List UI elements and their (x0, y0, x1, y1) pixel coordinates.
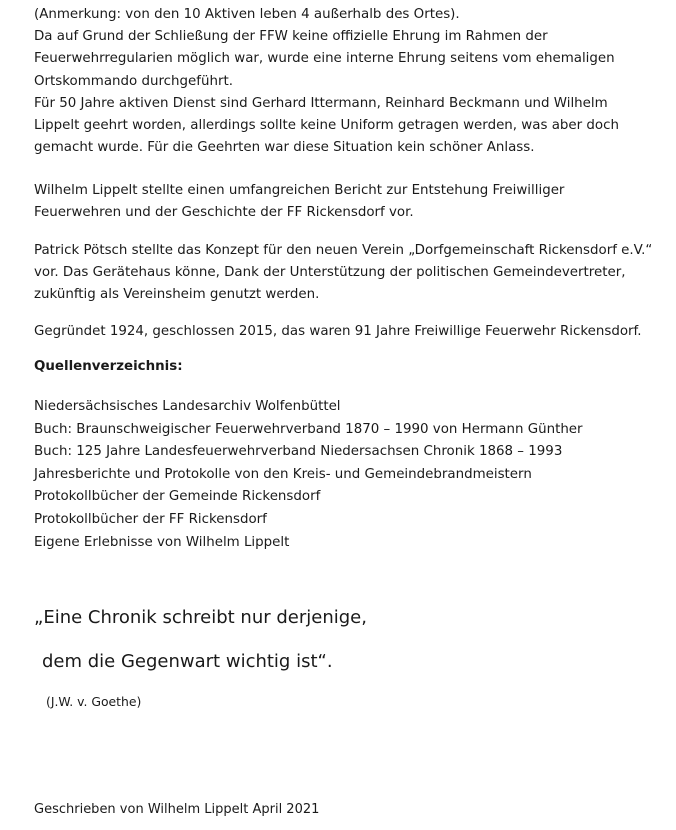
source-item: Protokollbücher der Gemeinde Rickensdorf (34, 489, 321, 505)
verein-paragraph (34, 240, 652, 307)
intro-line: Ortskommando durchgeführt. (34, 73, 233, 89)
bericht-line: Wilhelm Lippelt stellte einen umfangreichen Bericht zur Entstehung Freiwilliger (34, 183, 565, 198)
document-page (34, 0, 664, 830)
source-item: Buch: Braunschweigischer Feuerwehrverband 1870 – 1990 von Hermann Günther (34, 421, 583, 437)
quote-line: dem die Gegenwart wichtig ist“. (42, 651, 333, 672)
source-item: Buch: 125 Jahre Landesfeuerwehrverband Niedersachsen Chronik 1868 – 1993 (34, 444, 563, 460)
summary-paragraph: Gegründet 1924, geschlossen 2015, das waren 91 Jahre Freiwillige Feuerwehr Rickensdorf. (34, 324, 642, 339)
bericht-paragraph (34, 180, 564, 224)
intro-line: gemacht wurde. Für die Geehrten war diese Situation kein schöner Anlass. (34, 140, 535, 156)
intro-line: Lippelt geehrt worden, allerdings sollte keine Uniform getragen werden, was aber doch (34, 118, 619, 134)
verein-line: vor. Das Gerätehaus könne, Dank der Unterstützung der politischen Gemeindevertreter, (34, 265, 626, 281)
source-item: Protokollbücher der FF Rickensdorf (34, 511, 267, 527)
source-item: Jahresberichte und Protokolle von den Kreis- und Gemeindebrandmeistern (34, 466, 532, 482)
intro-line: Da auf Grund der Schließung der FFW keine offizielle Ehrung im Rahmen der (34, 29, 548, 45)
source-item: Niedersächsisches Landesarchiv Wolfenbüttel (34, 399, 341, 414)
verein-line: zukünftig als Vereinsheim genutzt werden. (34, 287, 320, 303)
quote-line: „Eine Chronik schreibt nur derjenige, (34, 607, 367, 628)
source-item: Eigene Erlebnisse von Wilhelm Lippelt (34, 534, 290, 550)
sources-heading: Quellenverzeichnis: (34, 359, 183, 374)
intro-paragraph (34, 4, 619, 159)
sources-list (34, 396, 583, 554)
intro-line: (Anmerkung: von den 10 Aktiven leben 4 außerhalb des Ortes). (34, 7, 460, 22)
footer-signature: Geschrieben von Wilhelm Lippelt April 2021 (34, 802, 320, 817)
quote-author: (J.W. v. Goethe) (46, 694, 142, 709)
intro-line: Für 50 Jahre aktiven Dienst sind Gerhard Ittermann, Reinhard Beckmann und Wilhelm (34, 95, 608, 111)
verein-line: Patrick Pötsch stellte das Konzept für den neuen Verein „Dorfgemeinschaft Rickensdorf e.V.“ (34, 243, 653, 258)
bericht-line: Feuerwehren und der Geschichte der FF Rickensdorf vor. (34, 205, 414, 221)
intro-line: Feuerwehrregularien möglich war, wurde eine interne Ehrung seitens vom ehemaligen (34, 51, 615, 67)
